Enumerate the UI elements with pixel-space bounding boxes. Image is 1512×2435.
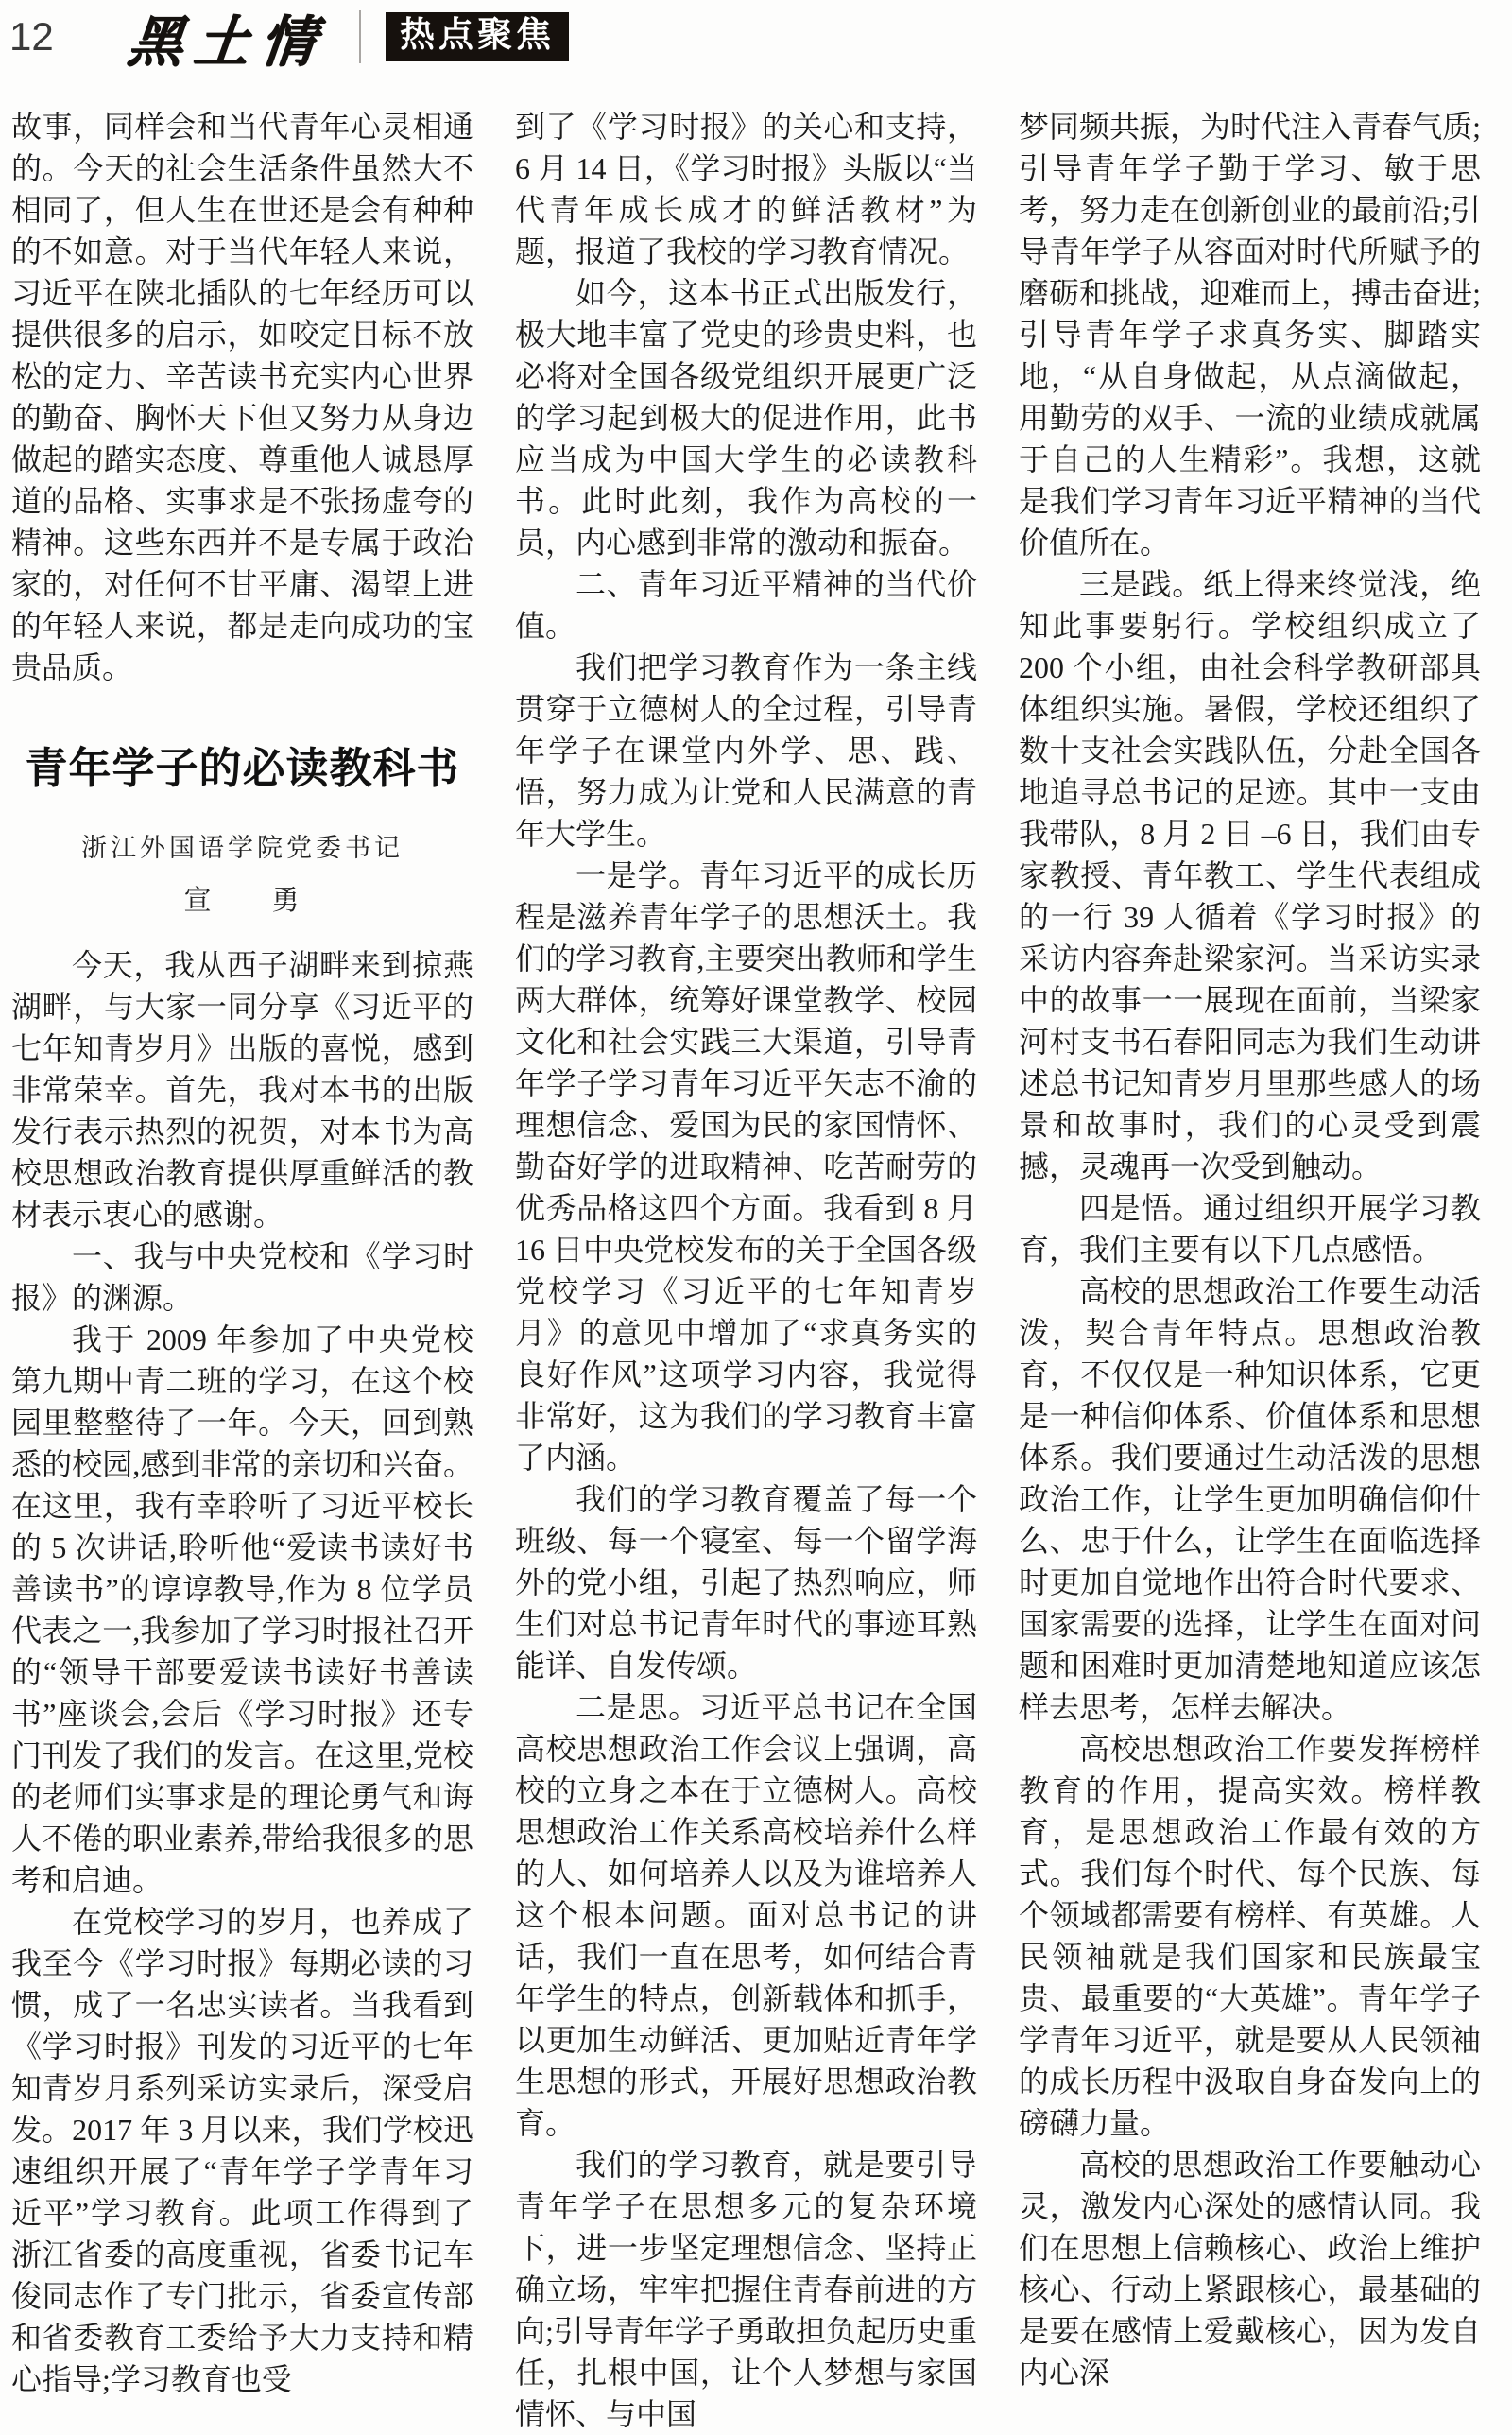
body-paragraph: 一是学。青年习近平的成长历程是滋养青年学子的思想沃土。我们的学习教育,主要突出教师和学生两大群体，统筹好课堂教学、校园文化和社会实践三大渠道，引导青年学子学习青年习近平矢志不渝的理想信念、爱国为民的家国情怀、勤奋好学的进取精神、吃苦耐劳的优秀品格这四个方面。我看到 8 月 16 日中央党校发布的关于全国各级党校学习《习近平的七年知青岁月》的意见中增加了“求真务实的良好作风”这项学习内容，我觉得非常好，这为我们的学习教育丰富了内涵。 — [515, 858, 977, 1475]
body-paragraph: 高校的思想政治工作要生动活泼，契合青年特点。思想政治教育，不仅仅是一种知识体系，它更是一种信仰体系、价值体系和思想体系。我们要通过生动活泼的思想政治工作，让学生更加明确信仰什么、忠于什么，让学生在面临选择时更加自觉地作出符合时代要求、国家需要的选择，让学生在面对问题和困难时更加清楚地知道应该怎样去思考，怎样去解决。 — [1019, 1274, 1481, 1724]
body-paragraph: 高校的思想政治工作要触动心灵，激发内心深处的感情认同。我们在思想上信赖核心、政治上维护核心、行动上紧跟核心，最基础的是要在感情上爱戴核心，因为发自内心深 — [1019, 2148, 1481, 2390]
page-header — [0, 0, 1512, 73]
masthead-logo: 黑土情 — [125, 11, 330, 73]
article-columns — [0, 68, 1512, 2435]
article-author: 宣 勇 — [183, 886, 301, 916]
body-paragraph: 故事，同样会和当代青年心灵相通的。今天的社会生活条件虽然大不相同了，但人生在世还是会有种种的不如意。对于当代年轻人来说，习近平在陕北插队的七年经历可以提供很多的启示，如咬定目标不放松的定力、辛苦读书充实内心世界的勤奋、胸怀天下但又努力从身边做起的踏实态度、尊重他人诚恳厚道的品格、实事求是不张扬虚夸的精神。这些东西并不是专属于政治家的，对任何不甘平庸、渴望上进的年轻人来说，都是走向成功的宝贵品质。 — [11, 110, 473, 684]
header-divider — [359, 10, 361, 63]
body-paragraph: 到了《学习时报》的关心和支持，6 月 14 日，《学习时报》头版以“当代青年成长成才的鲜活教材”为题，报道了我校的学习教育情况。 — [515, 110, 977, 268]
body-paragraph: 二、青年习近平精神的当代价值。 — [515, 567, 977, 643]
section-badge: 热点聚焦 — [386, 12, 569, 62]
text-column-2 — [515, 106, 977, 2435]
body-paragraph: 在党校学习的岁月，也养成了我至今《学习时报》每期必读的习惯，成了一名忠实读者。当我看到《学习时报》刊发的习近平的七年知青岁月系列采访实录后，深受启发。2017 年 3 月以来，我们学校迅速组织开展了“青年学子学青年习近平”学习教育。此项工作得到了浙江省委的高度重视，省委书记车俊同志作了专门批示，省委宣传部和省委教育工委给予大力支持和精心指导;学习教育也受 — [11, 1905, 473, 2396]
body-paragraph: 一、我与中央党校和《学习时报》的渊源。 — [11, 1239, 473, 1315]
body-paragraph: 四是悟。通过组织开展学习教育，我们主要有以下几点感悟。 — [1019, 1191, 1481, 1267]
text-column-1 — [11, 106, 473, 2435]
body-paragraph: 如今，这本书正式出版发行，极大地丰富了党史的珍贵史料，也必将对全国各级党组织开展更广泛的学习起到极大的促进作用，此书应当成为中国大学生的必读教科书。此时此刻，我作为高校的一员，内心感到非常的激动和振奋。 — [515, 276, 977, 560]
page-number: 12 — [9, 14, 54, 59]
article-byline: 浙江外国语学院党委书记 — [81, 834, 404, 862]
body-paragraph: 我们的学习教育覆盖了每一个班级、每一个寝室、每一个留学海外的党小组，引起了热烈响应，师生们对总书记青年时代的事迹耳熟能详、自发传颂。 — [515, 1482, 977, 1683]
body-paragraph: 三是践。纸上得来终觉浅，绝知此事要躬行。学校组织成立了 200 个小组，由社会科学教研部具体组织实施。暑假，学校还组织了数十支社会实践队伍，分赴全国各地追寻总书记的足迹。其中一支由我带队，8 月 2 日 –6 日，我们由专家教授、青年教工、学生代表组成的一行 39 人循着《学习时报》的采访内容奔赴梁家河。当采访实录中的故事一一展现在面前，当梁家河村支书石春阳同志为我们生动讲述总书记知青岁月里那些感人的场景和故事时，我们的心灵受到震撼，灵魂再一次受到触动。 — [1019, 567, 1481, 1183]
article-title: 青年学子的必读教科书 — [25, 744, 460, 792]
body-paragraph: 今天，我从西子湖畔来到掠燕湖畔，与大家一同分享《习近平的七年知青岁月》出版的喜悦，感到非常荣幸。首先，我对本书的出版发行表示热烈的祝贺，对本书为高校思想政治教育提供厚重鲜活的教材表示衷心的感谢。 — [11, 948, 473, 1232]
body-paragraph: 高校思想政治工作要发挥榜样教育的作用，提高实效。榜样教育，是思想政治工作最有效的方式。我们每个时代、每个民族、每个领域都需要有榜样、有英雄。人民领袖就是我们国家和民族最宝贵、最重要的“大英雄”。青年学子学青年习近平，就是要从人民领袖的成长历程中汲取自身奋发向上的磅礴力量。 — [1019, 1732, 1481, 2140]
body-paragraph: 二是思。习近平总书记在全国高校思想政治工作会议上强调，高校的立身之本在于立德树人。高校思想政治工作关系高校培养什么样的人、如何培养人以及为谁培养人这个根本问题。面对总书记的讲话，我们一直在思考，如何结合青年学生的特点，创新载体和抓手，以更加生动鲜活、更加贴近青年学生思想的形式，开展好思想政治教育。 — [515, 1690, 977, 2140]
body-paragraph: 梦同频共振，为时代注入青春气质;引导青年学子勤于学习、敏于思考，努力走在创新创业的最前沿;引导青年学子从容面对时代所赋予的磨砺和挑战，迎难而上，搏击奋进;引导青年学子求真务实、脚踏实地，“从自身做起，从点滴做起，用勤劳的双手、一流的业绩成就属于自己的人生精彩”。我想，这就是我们学习青年习近平精神的当代价值所在。 — [1019, 110, 1481, 560]
body-paragraph: 我们的学习教育，就是要引导青年学子在思想多元的复杂环境下，进一步坚定理想信念、坚持正确立场，牢牢把握住青春前进的方向;引导青年学子勇敢担负起历史重任，扎根中国，让个人梦想与家国情怀、与中国 — [515, 2148, 977, 2431]
body-paragraph: 我于 2009 年参加了中央党校第九期中青二班的学习，在这个校园里整整待了一年。今天，回到熟悉的校园,感到非常的亲切和兴奋。在这里，我有幸聆听了习近平校长的 5 次讲话,聆听他“爱读书读好书善读书”的谆谆教导,作为 8 位学员代表之一,我参加了学习时报社召开的“领导干部要爱读书读好书善读书”座谈会,会后《学习时报》还专门刊发了我们的发言。在这里,党校的老师们实事求是的理论勇气和诲人不倦的职业素养,带给我很多的思考和启迪。 — [11, 1322, 473, 1897]
text-column-3 — [1019, 106, 1481, 2435]
body-paragraph: 我们把学习教育作为一条主线贯穿于立德树人的全过程，引导青年学子在课堂内外学、思、践、悟，努力成为让党和人民满意的青年大学生。 — [515, 650, 977, 851]
